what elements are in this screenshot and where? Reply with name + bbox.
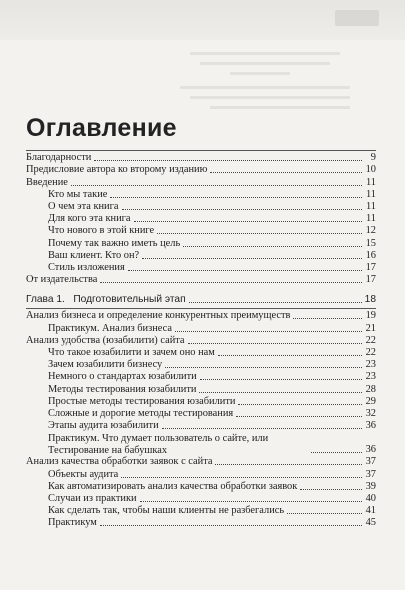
toc-entry-title: Введение xyxy=(26,176,68,188)
page-title: Оглавление xyxy=(26,114,177,142)
toc-entry-page: 32 xyxy=(365,407,376,419)
dot-leader xyxy=(287,513,362,514)
dot-leader xyxy=(100,525,362,526)
toc-entry xyxy=(26,310,376,322)
toc-entry-page: 15 xyxy=(365,237,376,249)
toc-entry xyxy=(26,517,376,529)
dot-leader xyxy=(122,209,363,210)
toc-entry-title: Случаи из практики xyxy=(48,492,137,504)
dot-leader xyxy=(100,282,362,283)
toc-entry-page: 17 xyxy=(365,274,376,286)
toc-entry xyxy=(26,262,376,274)
toc-entry-title: Что нового в этой книге xyxy=(48,225,155,237)
toc-entry xyxy=(26,468,376,480)
dot-leader xyxy=(128,270,362,271)
toc-entry-title: Сложные и дорогие методы тестирования xyxy=(48,407,234,419)
toc-entry-title: Простые методы тестирования юзабилити xyxy=(48,395,236,407)
toc-entry xyxy=(26,237,376,249)
toc-entry-page: 10 xyxy=(365,164,376,176)
toc-entry-page: 29 xyxy=(365,395,376,407)
toc-entry-page: 11 xyxy=(365,188,376,200)
toc-entry xyxy=(26,396,376,408)
page-header-strip xyxy=(0,0,405,40)
toc-entry xyxy=(26,225,376,237)
toc-entry-title: Практикум. Что думает пользователь о сайте, или Тестирование на бабушках xyxy=(48,433,269,456)
toc-entry xyxy=(26,347,376,359)
dot-leader xyxy=(215,464,362,465)
toc-entry-title: Что такое юзабилити и зачем оно нам xyxy=(48,347,215,358)
chapter-entry xyxy=(26,294,376,306)
dot-leader xyxy=(311,452,362,453)
dot-leader xyxy=(189,302,362,303)
toc-entry-page: 21 xyxy=(365,322,376,334)
toc-entry-page: 18 xyxy=(364,294,376,306)
toc-entry-title: Анализ бизнеса и определение конкурентных преимуществ xyxy=(26,310,291,322)
toc-entry-title: Глава 1. Подготовительный этап xyxy=(26,294,186,306)
toc-entry-title: От издательства xyxy=(26,274,98,286)
toc-entry-page: 40 xyxy=(365,492,376,504)
toc-entry-title: Немного о стандартах юзабилити xyxy=(48,371,197,383)
dot-leader xyxy=(210,172,362,173)
toc-entry-page: 22 xyxy=(365,347,376,358)
toc-entry-page: 28 xyxy=(365,383,376,395)
frame-line xyxy=(26,308,376,309)
dot-leader xyxy=(236,416,362,417)
toc-entry xyxy=(26,213,376,225)
toc-entry xyxy=(26,383,376,395)
toc-entry xyxy=(26,420,376,432)
toc-entry-page: 11 xyxy=(365,200,376,212)
toc-entry-title: Кто мы такие xyxy=(48,188,108,200)
toc-entry xyxy=(26,371,376,383)
toc-entry-page: 17 xyxy=(365,261,376,273)
frame-line xyxy=(26,150,376,151)
toc-entry-page: 36 xyxy=(365,444,376,456)
toc-entry xyxy=(26,201,376,213)
dot-leader xyxy=(94,160,362,161)
toc-entry-page: 11 xyxy=(365,176,376,188)
dot-leader xyxy=(162,428,362,429)
toc-entry xyxy=(26,432,376,456)
table-of-contents xyxy=(26,152,376,529)
dot-leader xyxy=(175,331,362,332)
dot-leader xyxy=(142,258,362,259)
toc-entry-page: 36 xyxy=(365,420,376,432)
toc-entry-page: 41 xyxy=(365,505,376,517)
toc-entry-page: 37 xyxy=(365,456,376,468)
toc-entry-page: 37 xyxy=(365,468,376,480)
toc-entry xyxy=(26,359,376,371)
toc-entry-page: 45 xyxy=(365,517,376,529)
toc-entry-title: Благодарности xyxy=(26,152,92,164)
toc-entry-page: 16 xyxy=(365,249,376,261)
toc-entry xyxy=(26,152,376,164)
dot-leader xyxy=(218,355,362,356)
toc-entry-title: Зачем юзабилити бизнесу xyxy=(48,359,163,371)
toc-entry-page: 23 xyxy=(365,371,376,383)
dot-leader xyxy=(110,197,362,198)
toc-entry-page: 12 xyxy=(365,225,376,237)
toc-entry xyxy=(26,481,376,493)
toc-entry xyxy=(26,164,376,176)
toc-entry-title: Стиль изложения xyxy=(48,261,125,273)
toc-entry xyxy=(26,274,376,286)
toc-entry-page: 39 xyxy=(365,480,376,492)
toc-entry-page: 11 xyxy=(365,213,376,225)
toc-entry-title: Ваш клиент. Кто он? xyxy=(48,249,140,261)
dot-leader xyxy=(134,221,362,222)
toc-entry-title: Как автоматизировать анализ качества обработки заявок xyxy=(48,480,298,492)
toc-entry-title: Анализ качества обработки заявок с сайта xyxy=(26,456,213,468)
dot-leader xyxy=(188,343,362,344)
toc-entry-title: Для кого эта книга xyxy=(48,213,131,225)
toc-entry xyxy=(26,335,376,347)
toc-entry-title: Этапы аудита юзабилити xyxy=(48,420,159,432)
dot-leader xyxy=(238,404,362,405)
toc-entry-title: Как сделать так, чтобы наши клиенты не разбегались xyxy=(48,505,285,517)
dot-leader xyxy=(293,318,362,319)
dot-leader xyxy=(71,185,362,186)
toc-entry-page: 19 xyxy=(365,310,376,322)
toc-entry-title: Анализ удобства (юзабилити) сайта xyxy=(26,334,185,346)
toc-entry-title: Предисловие автора ко второму изданию xyxy=(26,164,208,176)
dot-leader xyxy=(300,489,362,490)
toc-entry-title: Объекты аудита xyxy=(48,468,119,480)
toc-entry-page: 23 xyxy=(365,359,376,371)
toc-entry xyxy=(26,189,376,201)
dot-leader xyxy=(121,477,362,478)
toc-entry xyxy=(26,505,376,517)
toc-entry xyxy=(26,322,376,334)
toc-entry-page: 9 xyxy=(370,152,376,164)
dot-leader xyxy=(140,501,362,502)
dot-leader xyxy=(165,367,362,368)
toc-entry-page: 22 xyxy=(365,334,376,346)
page-tab-marker xyxy=(335,10,379,26)
toc-entry xyxy=(26,493,376,505)
toc-entry-title: Практикум xyxy=(48,517,97,529)
toc-entry xyxy=(26,456,376,468)
toc-entry-title: Методы тестирования юзабилити xyxy=(48,383,197,395)
dot-leader xyxy=(183,246,362,247)
toc-entry xyxy=(26,250,376,262)
dot-leader xyxy=(200,379,362,380)
dot-leader xyxy=(157,233,362,234)
toc-entry-title: Практикум. Анализ бизнеса xyxy=(48,322,173,334)
dot-leader xyxy=(199,392,362,393)
toc-entry-title: Почему так важно иметь цель xyxy=(48,237,181,249)
toc-entry-title: О чем эта книга xyxy=(48,200,119,212)
toc-entry xyxy=(26,176,376,188)
toc-entry xyxy=(26,408,376,420)
